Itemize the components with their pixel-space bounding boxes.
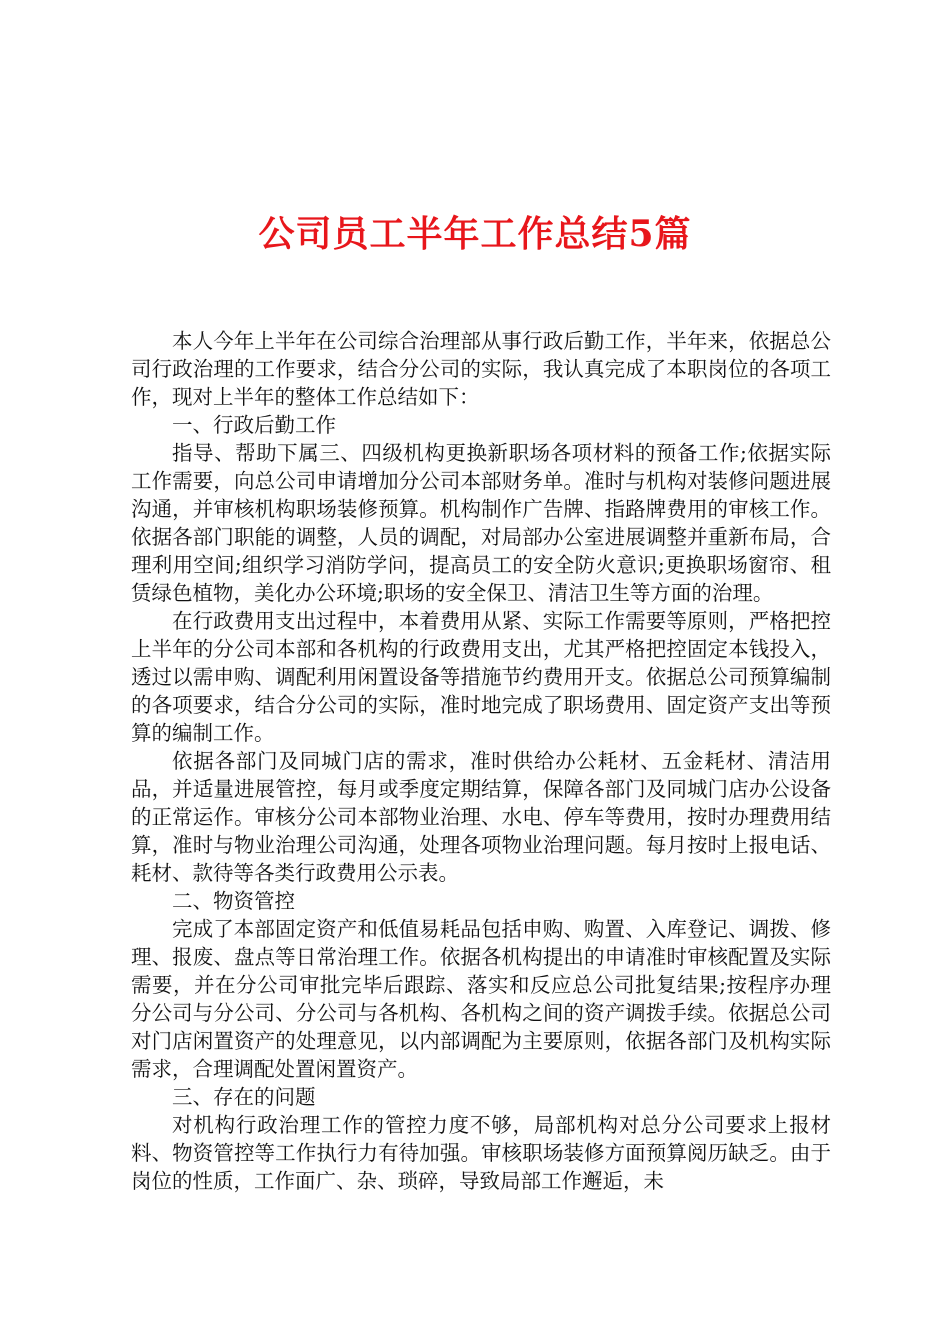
paragraph: 依据各部门及同城门店的需求，准时供给办公耗材、五金耗材、清洁用品，并适量进展管控，每月或季度定期结算，保障各部门及同城门店办公设备的正常运作。审核分公司本部物业治理、水电、停车等费用，按时办理费用结算，准时与物业治理公司沟通，处理各项物业治理问题。每月按时上报电话、耗材、款待等各类行政费用公示表。 <box>131 749 831 885</box>
intro-paragraph: 本人今年上半年在公司综合治理部从事行政后勤工作，半年来，依据总公司行政治理的工作要求，结合分公司的实际，我认真完成了本职岗位的各项工作，现对上半年的整体工作总结如下： <box>131 329 831 409</box>
section-heading-materials: 二、物资管控 <box>172 889 295 913</box>
paragraph: 完成了本部固定资产和低值易耗品包括申购、购置、入库登记、调拨、修理、报废、盘点等日常治理工作。依据各机构提出的申请准时审核配置及实际需要，并在分公司审批完毕后跟踪、落实和反应总公司批复结果;按程序办理分公司与分公司、分公司与各机构、各机构之间的资产调拨手续。依据总公司对门店闲置资产的处理意见，以内部调配为主要原则，依据各部门及机构实际需求，合理调配处置闲置资产。 <box>131 917 831 1081</box>
paragraph: 指导、帮助下属三、四级机构更换新职场各项材料的预备工作;依据实际工作需要，向总公司申请增加分公司本部财务单。准时与机构对装修问题进展沟通，并审核机构职场装修预算。机构制作广告牌、指路牌费用的审核工作。依据各部门职能的调整，人员的调配，对局部办公室进展调整并重新布局，合理利用空间;组织学习消防学问，提高员工的安全防火意识;更换职场窗帘、租赁绿色植物，美化办公环境;职场的安全保卫、清洁卫生等方面的治理。 <box>131 441 831 605</box>
document-title: 公司员工半年工作总结5篇 <box>258 213 692 255</box>
paragraph: 对机构行政治理工作的管控力度不够，局部机构对总分公司要求上报材料、物资管控等工作执行力有待加强。审核职场装修方面预算阅历缺乏。由于岗位的性质，工作面广、杂、琐碎，导致局部工作邂逅，未 <box>131 1113 831 1193</box>
section-heading-admin: 一、行政后勤工作 <box>172 413 336 437</box>
section-heading-problems: 三、存在的问题 <box>172 1085 316 1109</box>
paragraph: 在行政费用支出过程中，本着费用从紧、实际工作需要等原则，严格把控上半年的分公司本部和各机构的行政费用支出，尤其严格把控固定本钱投入，透过以需申购、调配利用闲置设备等措施节约费用开支。依据总公司预算编制的各项要求，结合分公司的实际，准时地完成了职场费用、固定资产支出等预算的编制工作。 <box>131 609 831 745</box>
document-body <box>131 327 831 1195</box>
